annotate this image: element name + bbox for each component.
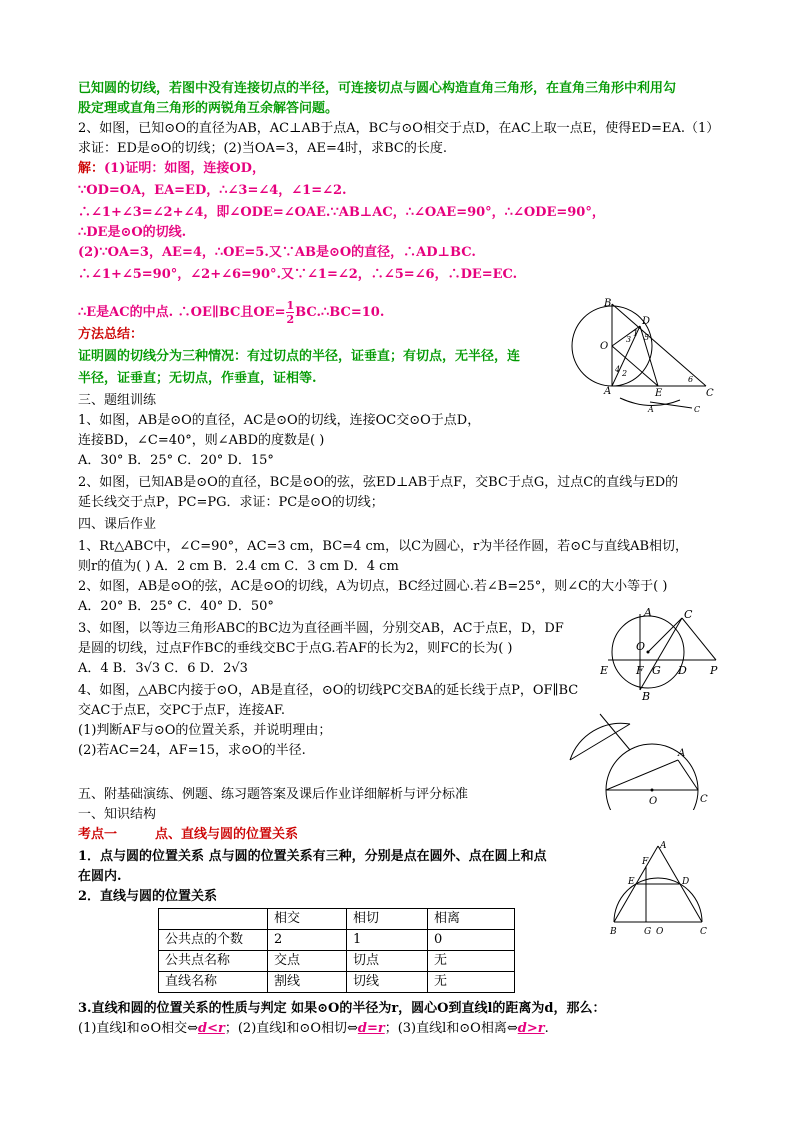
homework1-line2: 则r的值为( ) A．2 cm B．2.4 cm C．3 cm D．4 cm xyxy=(78,559,399,574)
table-cell: 0 xyxy=(428,930,515,951)
label-b: B xyxy=(610,927,617,937)
line-circle-relation-table xyxy=(158,908,515,993)
fraction-numerator: 1 xyxy=(286,299,295,312)
label-o: O xyxy=(649,796,658,807)
group1-options: A．30° B．25° C．20° D．15° xyxy=(78,453,274,468)
solution-line5: (2)∵OA=3，AE=4，∴OE=5.又∵AB是⊙O的直径，∴AD⊥BC. xyxy=(78,245,476,260)
table-cell: 公共点名称 xyxy=(159,951,268,972)
angle-6: 6 xyxy=(688,375,694,384)
case-separate-answer: d>r xyxy=(517,1021,545,1036)
label-c: C xyxy=(700,927,707,937)
keypoint1-item1-line2: 在圆内. xyxy=(78,869,122,884)
method-line2: 半径，证垂直；无切点，作垂直，证相等. xyxy=(78,371,317,386)
label-p: P xyxy=(710,664,718,677)
group2-line2: 延长线交于点P，PC=PG．求证：PC是⊙O的切线； xyxy=(78,495,384,510)
homework4-line1: 4、如图，△ABC内接于⊙O，AB是直径，⊙O的切线PC交BA的延长线于点P，OF∥BC xyxy=(78,683,579,698)
table-cell: 切点 xyxy=(347,951,428,972)
table-row xyxy=(159,930,515,951)
label-e: E xyxy=(628,877,635,887)
solution-line6: ∴∠1+∠5=90°，∠2+∠6=90°.又∵∠1=∠2，∴∠5=∠6，∴DE=EC. xyxy=(78,267,518,282)
label-f: F xyxy=(642,857,649,867)
case-tangent-answer: d=r xyxy=(357,1021,385,1036)
knowledge-structure-heading: 一、知识结构 xyxy=(78,807,157,822)
table-cell: 直线名称 xyxy=(159,972,268,993)
homework1-line1: 1、Rt△ABC中，∠C=90°，AC=3 cm，BC=4 cm，以C为圆心，r为半径作圆，若⊙C与直线AB相切， xyxy=(78,539,689,554)
table-cell: 相切 xyxy=(347,909,428,930)
label-a: A xyxy=(678,748,686,759)
fraction-half xyxy=(286,299,294,326)
keypoint-figure xyxy=(606,840,716,940)
table-cell: 无 xyxy=(428,972,515,993)
section3-heading: 三、题组训练 xyxy=(78,393,157,408)
intro-line1: 已知圆的切线，若图中没有连接切点的半径，可连接切点与圆心构造直角三角形，在直角三角形中利用勾 xyxy=(78,81,677,96)
case-intersect-answer: d<r xyxy=(198,1021,225,1036)
example2-figure xyxy=(560,296,720,416)
label-c: C xyxy=(706,388,714,399)
solution-line2: ∵OD=OA，EA=ED，∴∠3=∠4，∠1=∠2. xyxy=(78,183,347,198)
table-cell: 1 xyxy=(347,930,428,951)
segment-cb xyxy=(640,618,682,690)
label-c: C xyxy=(700,794,708,805)
homework4-part2: (2)若AC=24，AF=15，求⊙O的半径. xyxy=(78,743,306,758)
homework2-line1: 2、如图，AB是⊙O的弦，AC是⊙O的切线，A为切点，BC经过圆心.若∠B=25°，则∠C的大小等于( ) xyxy=(78,579,668,594)
segment-ba xyxy=(606,760,678,790)
solution-line4: ∴DE是⊙O的切线. xyxy=(78,225,187,240)
keypoint1-label: 考点一 xyxy=(78,827,118,842)
label-a: A xyxy=(660,841,667,851)
method-line1: 证明圆的切线分为三种情况：有过切点的半径，证垂直；有切点，无半径，连 xyxy=(78,349,521,364)
label-a: A xyxy=(644,606,652,619)
tangent-partial xyxy=(600,714,630,750)
label-c: C xyxy=(684,608,693,621)
angle-1: 1 xyxy=(633,329,639,338)
center-dot xyxy=(647,651,650,654)
label-o: O xyxy=(636,640,646,653)
angle-2: 2 xyxy=(622,369,628,378)
label-d: D xyxy=(642,316,651,327)
table-cell: 切线 xyxy=(347,972,428,993)
keypoint1-item2: 2．直线与圆的位置关系 xyxy=(78,889,218,904)
keypoint1-heading xyxy=(78,826,298,844)
label-g: G xyxy=(652,664,661,677)
solution-line3: ∴∠1+∠3=∠2+∠4，即∠ODE=∠OAE.∵AB⊥AC，∴∠OAE=90°，∴∠ODE=90°， xyxy=(78,205,605,220)
example2-line2: 求证：ED是⊙O的切线；(2)当OA=3，AE=4时，求BC的长度. xyxy=(78,141,448,156)
chord-partial xyxy=(570,724,630,760)
fraction-denominator: 2 xyxy=(286,313,295,326)
solution-line7 xyxy=(78,299,384,326)
homework4-line2: 交AC于点E，交PC于点F，连接AF. xyxy=(78,703,286,718)
section5-heading: 五、附基础演练、例题、练习题答案及课后作业详细解析与评分标准 xyxy=(78,787,469,802)
keypoint1-item3: 3.直线和圆的位置关系的性质与判定 如果⊙O的半径为r，圆心O到直线l的距离为d，那么： xyxy=(78,1001,606,1016)
label-e: E xyxy=(600,664,609,677)
label-b: B xyxy=(642,690,651,700)
table-cell: 交点 xyxy=(268,951,347,972)
group1-line1: 1、如图，AB是⊙O的直径，AC是⊙O的切线，连接OC交⊙O于点D， xyxy=(78,413,481,428)
table-row xyxy=(159,972,515,993)
homework4-figure xyxy=(540,710,730,810)
label-a: A xyxy=(604,386,612,397)
intro-line2: 股定理或直角三角形的两锐角互余解答问题。 xyxy=(78,101,339,116)
case-end: . xyxy=(544,1021,549,1036)
label-o: O xyxy=(600,341,609,352)
solution-text7a: ∴E是AC的中点. ∴OE∥BC且OE= xyxy=(78,305,286,320)
label-g: G xyxy=(644,927,652,937)
label-b: B xyxy=(604,298,612,309)
solution-label: 解： xyxy=(78,161,105,176)
example2-line1: 2、如图，已知⊙O的直径为AB，AC⊥AB于点A，BC与⊙O相交于点D，在AC上取一点E，使得ED=EA.（1） xyxy=(78,121,720,136)
label-c-aux: C xyxy=(694,405,701,414)
homework3-figure xyxy=(600,606,730,700)
angle-4: 4 xyxy=(615,365,621,374)
table-cell xyxy=(159,909,268,930)
group1-line2: 连接BD，∠C=40°，则∠ABD的度数是( ) xyxy=(78,433,325,448)
homework4-part1: (1)判断AF与⊙O的位置关系，并说明理由； xyxy=(78,723,332,738)
table-cell: 相交 xyxy=(268,909,347,930)
group2-line1: 2、如图，已知AB是⊙O的直径，BC是⊙O的弦，弦ED⊥AB于点F，交BC于点G，过点C的直线与ED的 xyxy=(78,475,679,490)
keypoint1-title: 点、直线与圆的位置关系 xyxy=(155,827,299,842)
tangent-cp xyxy=(682,618,716,660)
solution-text1: (1)证明：如图，连接OD， xyxy=(104,161,265,176)
label-o: O xyxy=(656,927,664,937)
case-intersect-text: (1)直线l和⊙O相交⇔ xyxy=(78,1021,199,1036)
homework3-line2: 是圆的切线，过点F作BC的垂线交BC于点G.若AF的长为2，则FC的长为( ) xyxy=(78,641,513,656)
case-separate-text: ；(3)直线l和⊙O相离⇔ xyxy=(384,1021,518,1036)
solution-line1 xyxy=(78,160,265,178)
table-cell: 公共点的个数 xyxy=(159,930,268,951)
solution-text7b: BC.∴BC=10. xyxy=(295,305,385,320)
table-cell: 相离 xyxy=(428,909,515,930)
keypoint1-item3-cases xyxy=(78,1020,549,1038)
homework3-options: A．4 B．3√3 C．6 D．2√3 xyxy=(78,661,248,676)
label-e: E xyxy=(655,388,663,399)
angle-3: 3 xyxy=(626,335,632,344)
homework2-options: A．20° B．25° C．40° D．50° xyxy=(78,599,274,614)
table-cell: 割线 xyxy=(268,972,347,993)
table-cell: 2 xyxy=(268,930,347,951)
keypoint1-item1-line1: 1．点与圆的位置关系 点与圆的位置关系有三种，分别是点在圆外、点在圆上和点 xyxy=(78,849,547,864)
table-row xyxy=(159,909,515,930)
homework3-line1: 3、如图，以等边三角形ABC的BC边为直径画半圆，分别交AB，AC于点E，D，DF xyxy=(78,621,564,636)
label-d: D xyxy=(678,664,687,677)
table-cell: 无 xyxy=(428,951,515,972)
label-d: D xyxy=(682,877,690,887)
center-dot xyxy=(651,789,654,792)
method-title: 方法总结： xyxy=(78,327,144,342)
case-tangent-text: ；(2)直线l和⊙O相切⇔ xyxy=(224,1021,358,1036)
label-a-aux: A xyxy=(648,405,654,414)
table-row xyxy=(159,951,515,972)
label-f: F xyxy=(636,664,644,677)
section4-heading: 四、课后作业 xyxy=(78,517,157,532)
angle-5: 5 xyxy=(644,333,650,342)
